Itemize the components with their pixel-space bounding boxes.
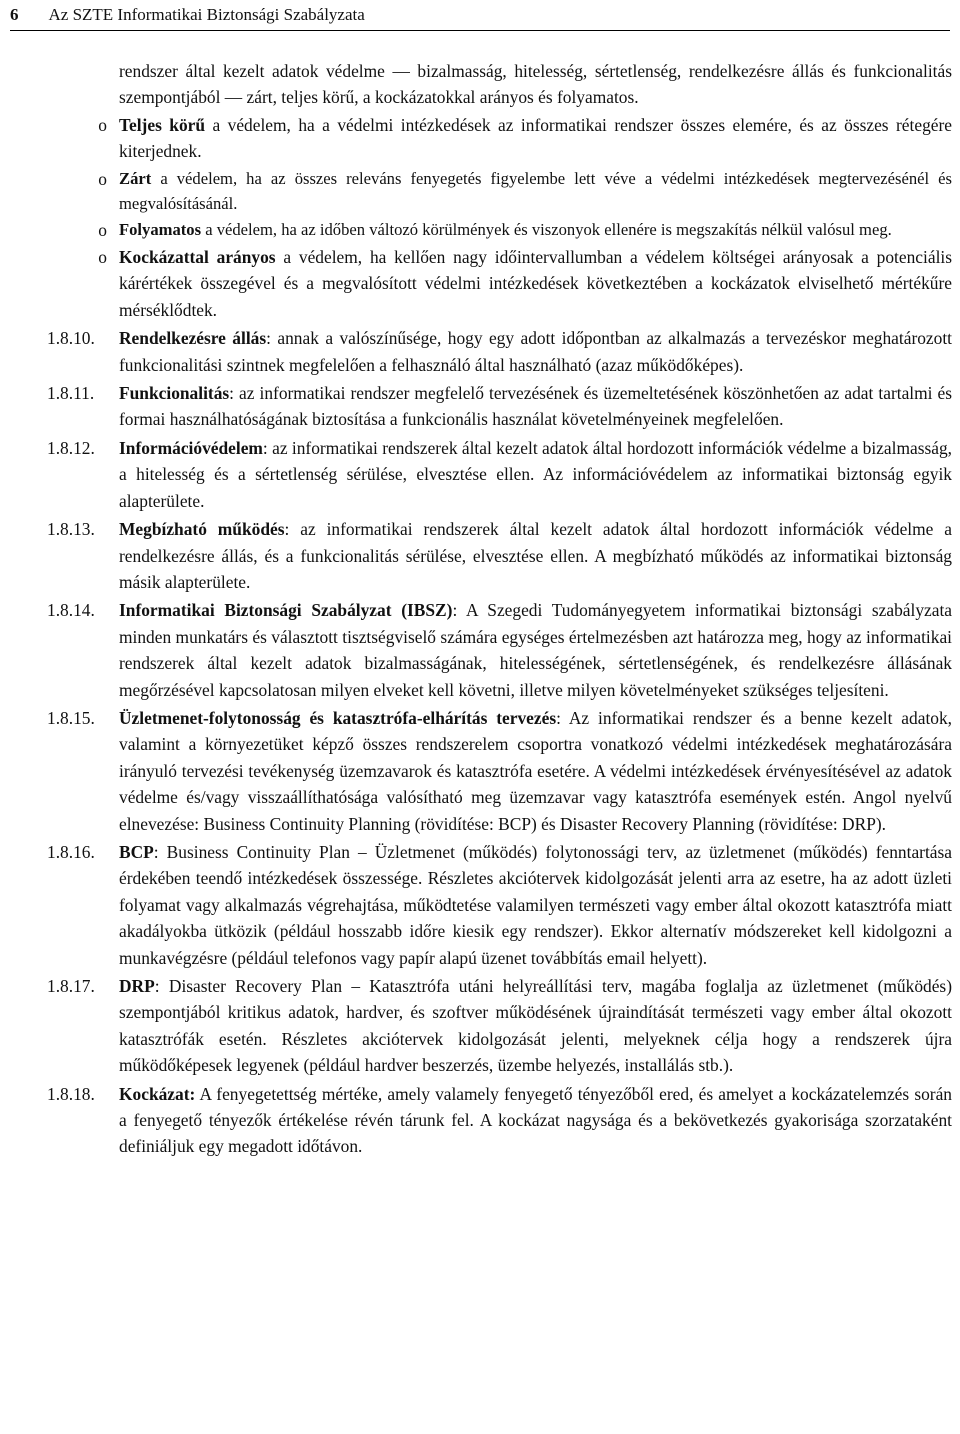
definition-1-8-18 <box>47 1081 952 1160</box>
bullet-term: Folyamatos <box>119 219 202 239</box>
definition-text <box>119 325 952 378</box>
bullet-marker: o <box>98 247 107 268</box>
definition-1-8-14 <box>47 597 952 703</box>
bullet-marker: o <box>98 168 107 189</box>
definition-description: : annak a valószínűsége, hogy egy adott időpontban az alkalmazás a tervezéskor meghatározott funkcionalitási szintnek megfelelően a felhasználó által használható (azaz működőképes). <box>119 328 953 375</box>
definition-number: 1.8.18. <box>47 1083 95 1104</box>
bullet-description: a védelem, ha az időben változó körülmények és viszonyok ellenére is megszakítás nélkül valósul meg. <box>201 219 892 239</box>
bullet-text <box>119 217 952 243</box>
definition-term: Kockázat: <box>119 1083 196 1104</box>
definition-number: 1.8.13. <box>47 519 95 540</box>
definition-number: 1.8.12. <box>47 437 95 458</box>
bullet-text <box>119 166 952 216</box>
definition-text <box>119 705 952 837</box>
definition-text <box>119 1081 952 1160</box>
bullet-description: a védelem, ha a védelmi intézkedések az informatikai rendszer összes elemére, és az összes rétegére kiterjednek. <box>119 114 953 162</box>
definition-description: A fenyegetettség mértéke, amely valamely fenyegető tényezőből ered, és amelyet a kockázatelemzés során a fenyegető tényezők értékelése révén tárunk fel. A kockázat nagysága és a bekövetkezés gyakorisága szorzataként definiáljuk egy megadott időtávon. <box>119 1083 952 1157</box>
bullet-item-folyamatos <box>47 217 952 243</box>
page-header <box>10 0 950 31</box>
definition-term: DRP <box>119 976 155 996</box>
definition-text <box>119 380 952 433</box>
definition-text <box>119 435 952 514</box>
definition-1-8-10 <box>47 325 952 378</box>
definition-description: : az informatikai rendszerek által kezelt adatok által hordozott információk védelme a bizalmasság, a hitelesség és a sértetlenség sérülése, elvesztése ellen. Az információvédelem az informatikai biztonság egyik alapterülete. <box>119 437 952 511</box>
definition-1-8-15 <box>47 705 952 837</box>
definition-description: : az informatikai rendszerek által kezelt adatok által hordozott információk védelme a rendelkezésre állás, és a funkcionalitás sérülése, elvesztése ellen. A megbízható működés az informatikai biztonság másik alapterülete. <box>119 519 952 592</box>
bullet-term: Teljes körű <box>119 114 206 135</box>
document-body <box>47 58 952 1160</box>
definition-number: 1.8.10. <box>47 328 95 349</box>
definition-number: 1.8.16. <box>47 841 95 862</box>
bullet-text <box>119 244 952 323</box>
definition-number: 1.8.14. <box>47 600 95 621</box>
definition-1-8-13 <box>47 516 952 595</box>
definition-1-8-12 <box>47 435 952 514</box>
definition-text <box>119 597 952 703</box>
definition-description: : Az informatikai rendszer és a benne kezelt adatok, valamint a környezetüket képző összes rendszerelem csoportra vonatkozó védelmi intézkedések meghatározására irányuló tervezési tevékenység üzemzavarok és katasztrófa esetére. A védelmi intézkedések érvényesítésével az adatok védelme és/vagy visszaállíthatósága valósítható meg üzemzavar vagy katasztrófa események estén. Angol nyelvű elnevezése: Business Continuity Planning (rövidítése: BCP) és Disaster Recovery Planning (rövidítése: DRP). <box>119 707 953 834</box>
bullet-text <box>119 112 952 165</box>
bullet-marker: o <box>98 219 107 240</box>
definition-number: 1.8.11. <box>47 383 95 404</box>
bullet-item-teljes-koru <box>47 112 952 165</box>
bullet-item-kockazattal-aranyos <box>47 244 952 323</box>
bullet-description: a védelem, ha az összes releváns fenyegetés figyelembe lett véve a védelmi intézkedések megtervezésénél és megvalósításánál. <box>119 168 952 213</box>
definition-description: : az informatikai rendszer megfelelő tervezésének és üzemeltetésének köszönhetően az adat tartalmi és formai használhatóságának biztosítása a funkcionális használat követelményeinek megfelelően. <box>119 383 952 430</box>
definition-1-8-17 <box>47 973 952 1079</box>
definition-description: : Disaster Recovery Plan – Katasztrófa utáni helyreállítási terv, magába foglalja az üzletmenet (működés) szempontjából kritikus adatok, hardver, és szoftver működésének újraindítását természeti vagy ember által okozott katasztrófák esetén. Részletes akciótervek kidolgozását jelenti, melyeknek célja hogy a rendszerek újra működőképesek legyenek (például hardver beszerzés, üzembe helyezés, installálás stb.). <box>119 976 952 1076</box>
definition-text <box>119 973 952 1079</box>
definition-term: Információvédelem <box>119 437 263 458</box>
definition-number: 1.8.17. <box>47 976 95 996</box>
page-number: 6 <box>10 5 19 24</box>
definition-description: : Business Continuity Plan – Üzletmenet (működés) folytonossági terv, az üzletmenet (működés) fenntartása érdekében teendő intézkedések összessége. Részletes akciótervek kidolgozását jelenti arra az esetre, ha az adott üzleti folyamat vagy alkalmazás végrehajtása, működtetése valamilyen természeti vagy ember által okozott katasztrófa miatt akadályokba ütközik (például hosszabb időre kiesik egy rendszer). Ekkor alternatív módszereket kell kidolgozni a munkavégzésre (például telefonos vagy papír alapú üzenet továbbítás email helyett). <box>119 841 952 968</box>
bullet-marker: o <box>98 114 107 135</box>
definition-number: 1.8.15. <box>47 707 95 728</box>
definition-term: Üzletmenet-folytonosság és katasztrófa-elhárítás tervezés <box>119 707 557 728</box>
definition-term: Rendelkezésre állás <box>119 328 267 349</box>
definition-text <box>119 839 952 971</box>
definition-description: : A Szegedi Tudományegyetem informatikai biztonsági szabályzata minden munkatárs és választott tisztségviselő számára egységes értelmezésben azt határozza meg, hogy az informatikai rendszerek által kezelt adatok bizalmasságának, hitelességének, sértetlenségének, és rendelkezésre állásának megőrzésével kapcsolatosan milyen elveket kell követni, illetve milyen követelményeket szükséges teljesíteni. <box>119 600 952 700</box>
header-title: Az SZTE Informatikai Biztonsági Szabályzata <box>48 5 365 24</box>
bullet-term: Zárt <box>119 168 152 188</box>
intro-paragraph: rendszer által kezelt adatok védelme — bizalmasság, hitelesség, sértetlenség, rendelkezésre állás és funkcionalitás szempontjából — zárt, teljes körű, a kockázatokkal arányos és folyamatos. <box>119 61 952 108</box>
definition-term: Funkcionalitás <box>119 383 230 404</box>
definition-term: Informatikai Biztonsági Szabályzat (IBSZ) <box>119 600 453 621</box>
definition-text <box>119 516 952 595</box>
definition-1-8-16 <box>47 839 952 971</box>
bullet-item-zart <box>47 166 952 216</box>
bullet-description: a védelem, ha kellően nagy időintervallumban a védelem költségei arányosak a potenciális kárértékek összegével és a megvalósított védelmi intézkedések következtében a kockázatok elviselhető mértékűre mérséklődtek. <box>119 247 952 320</box>
definition-1-8-11 <box>47 380 952 433</box>
definition-term: Megbízható működés <box>119 519 285 540</box>
bullet-term: Kockázattal arányos <box>119 247 276 268</box>
definition-term: BCP <box>119 841 154 862</box>
